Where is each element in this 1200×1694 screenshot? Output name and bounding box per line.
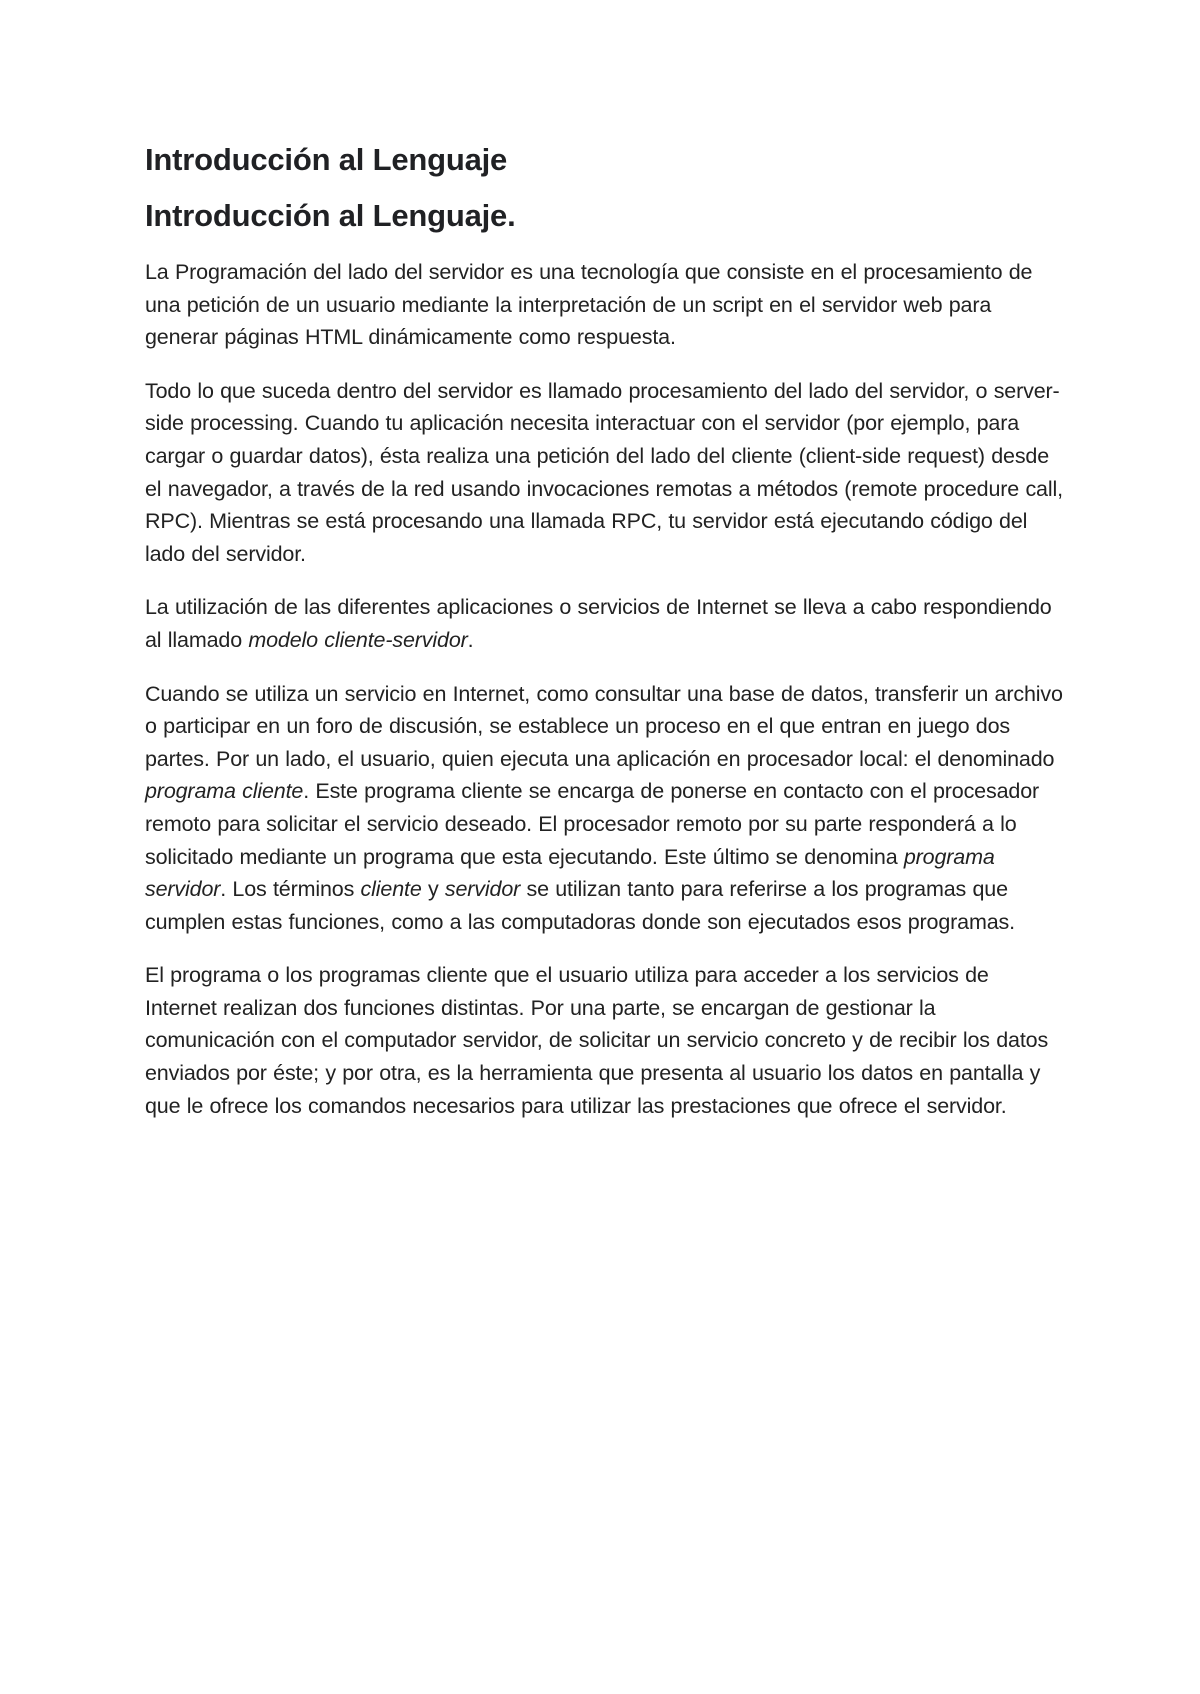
section-heading: Introducción al Lenguaje.: [145, 198, 516, 233]
term-modelo-cliente-servidor: modelo cliente-servidor: [248, 627, 468, 652]
paragraph-3: [145, 591, 1065, 656]
document-page: [145, 140, 1065, 1143]
paragraph-4: [145, 678, 1065, 939]
paragraph-4-text-c: . Los términos: [220, 877, 361, 902]
paragraph-3-text-b: .: [467, 627, 474, 652]
paragraph-4-text-a: Cuando se utiliza un servicio en Internet, como consultar una base de datos, transferir un archivo o participar en un foro de discusión, se establece un proceso en el que entran en juego dos partes. Por un lado, el usuario, quien ejecuta una aplicación en procesador local: el denominado: [145, 681, 1063, 771]
term-cliente: cliente: [360, 877, 422, 902]
paragraph-2: Todo lo que suceda dentro del servidor es llamado procesamiento del lado del servidor, o server-side processing. Cuando tu aplicación necesita interactuar con el servidor (por ejemplo, para cargar o guardar datos), ésta realiza una petición del lado del cliente (client-side request) desde el navegador, a través de la red usando invocaciones remotas a métodos (remote procedure call, RPC). Mientras se está procesando una llamada RPC, tu servidor está ejecutando código del lado del servidor.: [145, 378, 1063, 566]
paragraph-4-text-b: . Este programa cliente se encarga de ponerse en contacto con el procesador remoto para solicitar el servicio deseado. El procesador remoto por su parte responderá a lo solicitado mediante un programa que esta ejecutando. Este último se denomina: [145, 779, 1040, 869]
term-servidor: servidor: [444, 877, 521, 902]
paragraph-4-text-d: y: [421, 877, 445, 902]
document-title: Introducción al Lenguaje: [145, 142, 508, 177]
term-programa-cliente: programa cliente: [145, 779, 304, 804]
paragraph-5: El programa o los programas cliente que el usuario utiliza para acceder a los servicios de Internet realizan dos funciones distintas. Por una parte, se encargan de gestionar la comunicación con el computador servidor, de solicitar un servicio concreto y de recibir los datos enviados por éste; y por otra, es la herramienta que presenta al usuario los datos en pantalla y que le ofrece los comandos necesarios para utilizar las prestaciones que ofrece el servidor.: [145, 963, 1049, 1118]
paragraph-4-text-e: se utilizan tanto para referirse a los programas que cumplen estas funciones, como a las computadoras donde son ejecutados esos programas.: [145, 877, 1015, 934]
term-programa-servidor: programa servidor: [145, 844, 995, 902]
paragraph-1: La Programación del lado del servidor es una tecnología que consiste en el procesamiento de una petición de un usuario mediante la interpretación de un script en el servidor web para generar páginas HTML dinámicamente como respuesta.: [145, 260, 1033, 350]
paragraph-3-text-a: La utilización de las diferentes aplicaciones o servicios de Internet se lleva a cabo respondiendo al llamado: [145, 595, 1052, 652]
